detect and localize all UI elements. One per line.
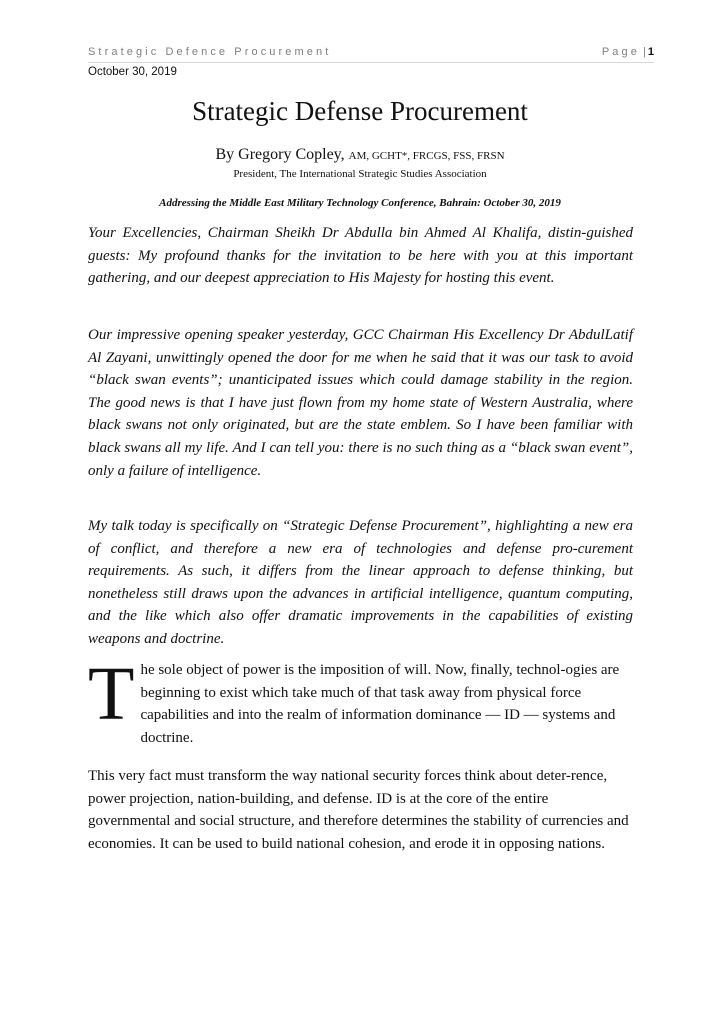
- page-indicator: [602, 46, 654, 58]
- author-name: By Gregory Copley,: [215, 146, 345, 163]
- dropcap-paragraph-text: he sole object of power is the imposition of will. Now, finally, technol-ogies are beginning to exist which take much of that task away from physical force capabilities and into the realm of information dominance — ID — systems and doctrine.: [140, 662, 620, 746]
- drop-cap-letter: T: [88, 652, 135, 736]
- paragraph-2: Our impressive opening speaker yesterday, GCC Chairman His Excellency Dr AbdulLatif Al Zayani, unwittingly opened the door for me when he said that it was our task to avoid “black swan events”; unanticipated issues which could damage stability in the region. The good news is that I have just flown from my home state of Western Australia, where black swans not only originated, but are the state emblem. So I have been familiar with black swans all my life. And I can tell you: there is no such thing as a “black swan event”, only a failure of intelligence.: [88, 327, 633, 479]
- page-number: 1: [647, 46, 654, 58]
- occasion-line: Addressing the Middle East Military Technology Conference, Bahrain: October 30, 2019: [159, 197, 561, 209]
- paragraph-1: Your Excellencies, Chairman Sheikh Dr Abdulla bin Ahmed Al Khalifa, distin-guished guests: My profound thanks for the invitation to be here with you at this important gathering, and our deepest appreciation to His Majesty for hosting this event.: [88, 225, 633, 287]
- running-header-title: Strategic Defence Procurement: [88, 46, 332, 58]
- author-affiliation: President, The International Strategic Studies Association: [233, 168, 487, 180]
- byline: [0, 146, 720, 164]
- dropcap-paragraph: [88, 652, 633, 749]
- paragraph-3: My talk today is specifically on “Strategic Defense Procurement”, highlighting a new era of conflict, and therefore a new era of technologies and defense pro-curement requirements. As such, it differs from the linear approach to defense thinking, but nonetheless still draws upon the advances in artificial intelligence, quantum computing, and the like which also offer dramatic improvements in the capabilities of existing weapons and doctrine.: [88, 518, 633, 647]
- paragraph-5: This very fact must transform the way national security forces think about deter-rence, power projection, nation-building, and defense. ID is at the core of the entire governmental and social structure, and therefore determines the stability of currencies and economies. It can be used to build national cohesion, and erode it in opposing nations.: [88, 768, 629, 852]
- page-separator: |: [643, 46, 646, 58]
- running-header: [88, 44, 654, 63]
- page-label: Page: [601, 46, 640, 58]
- author-credentials: AM, GCHT*, FRCGS, FSS, FRSN: [348, 150, 505, 162]
- document-title: Strategic Defense Procurement: [192, 96, 528, 126]
- document-date: October 30, 2019: [88, 66, 177, 78]
